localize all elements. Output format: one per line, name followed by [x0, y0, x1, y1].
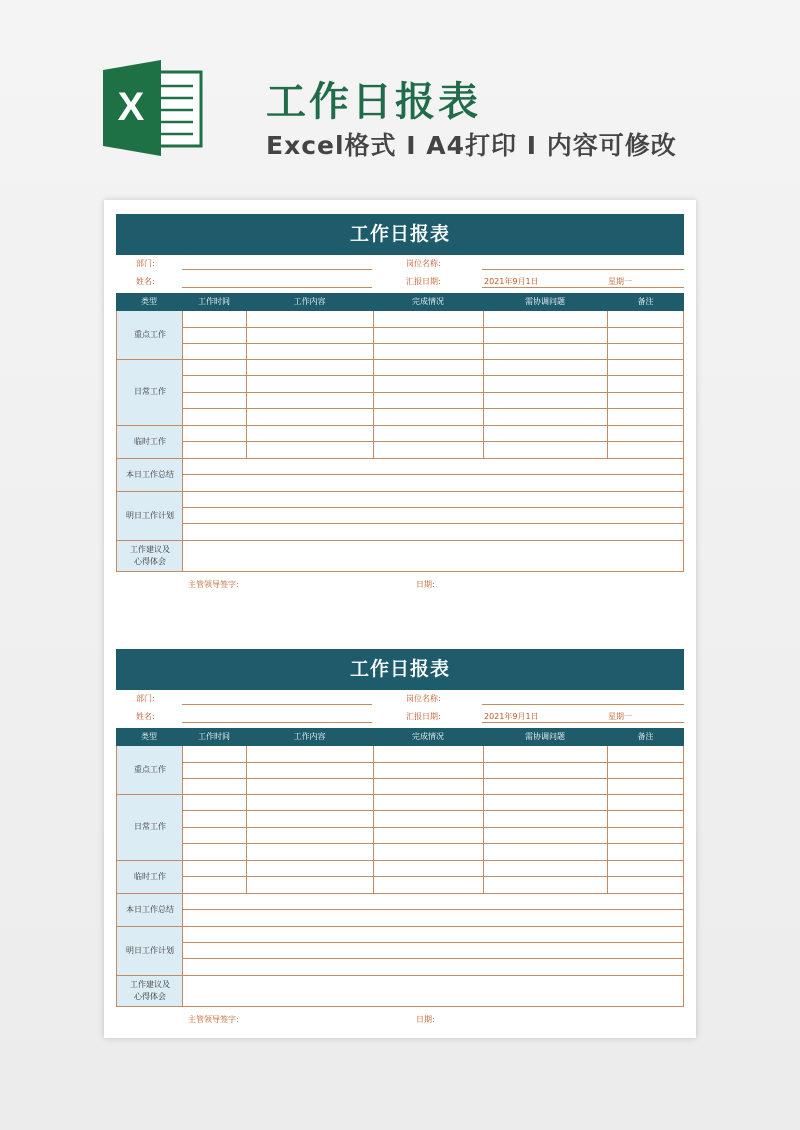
report-form-1 — [116, 214, 684, 589]
col-time: 工作时间 — [198, 732, 230, 741]
col-remarks: 备注 — [637, 297, 654, 306]
report-date-value[interactable]: 2021年9月1日 — [484, 712, 539, 721]
report-date-label: 汇报日期: — [406, 277, 441, 286]
col-type: 类型 — [141, 297, 157, 306]
col-issues: 需协调问题 — [525, 732, 565, 741]
category-today-summary: 本日工作总结 — [117, 893, 183, 926]
report-form-2 — [116, 649, 684, 1024]
supervisor-sign-label: 主管领导签字: — [188, 1015, 239, 1024]
col-content: 工作内容 — [293, 732, 326, 741]
excel-icon — [103, 60, 203, 156]
info-section — [116, 255, 684, 293]
col-time: 工作时间 — [198, 297, 230, 306]
category-suggestions: 工作建议及心得体会 — [117, 540, 183, 571]
logo-letter: X — [117, 85, 145, 129]
report-date-value[interactable]: 2021年9月1日 — [484, 277, 539, 286]
table-body[interactable] — [116, 311, 684, 572]
report-table — [116, 293, 684, 596]
paper-sheet — [104, 200, 696, 1038]
category-tomorrow-plan: 明日工作计划 — [117, 926, 183, 975]
info-section — [116, 690, 684, 728]
report-date-field — [482, 722, 684, 723]
dept-field[interactable] — [182, 704, 372, 705]
dept-label: 部门: — [136, 694, 155, 703]
table-body[interactable] — [116, 746, 684, 1007]
table-header — [116, 293, 684, 311]
form-banner: 工作日报表 — [116, 214, 684, 255]
dept-label: 部门: — [136, 259, 155, 268]
category-temp-work: 临时工作 — [117, 860, 183, 893]
position-field[interactable] — [482, 704, 684, 705]
col-content: 工作内容 — [293, 297, 326, 306]
name-label: 姓名: — [136, 277, 155, 286]
supervisor-sign-label: 主管领导签字: — [188, 580, 239, 589]
category-key-work: 重点工作 — [117, 311, 183, 359]
weekday-value[interactable]: 星期一 — [608, 712, 632, 721]
category-suggestions: 工作建议及心得体会 — [117, 975, 183, 1006]
page-subtitle: Excel格式 I A4打印 I 内容可修改 — [266, 131, 677, 160]
col-status: 完成情况 — [412, 732, 444, 741]
category-tomorrow-plan: 明日工作计划 — [117, 491, 183, 540]
category-today-summary: 本日工作总结 — [117, 458, 183, 491]
category-daily-work: 日常工作 — [117, 794, 183, 860]
form-banner: 工作日报表 — [116, 649, 684, 690]
sign-date-label: 日期: — [416, 580, 435, 589]
table-header — [116, 728, 684, 746]
report-table — [116, 728, 684, 1031]
position-field[interactable] — [482, 269, 684, 270]
category-temp-work: 临时工作 — [117, 425, 183, 458]
sign-date-label: 日期: — [416, 1015, 435, 1024]
col-status: 完成情况 — [412, 297, 444, 306]
col-issues: 需协调问题 — [525, 297, 565, 306]
dept-field[interactable] — [182, 269, 372, 270]
report-date-field — [482, 287, 684, 288]
col-remarks: 备注 — [637, 732, 654, 741]
name-field[interactable] — [182, 722, 372, 723]
position-label: 岗位名称: — [406, 694, 441, 703]
weekday-value[interactable]: 星期一 — [608, 277, 632, 286]
category-daily-work: 日常工作 — [117, 359, 183, 425]
category-key-work: 重点工作 — [117, 746, 183, 794]
name-label: 姓名: — [136, 712, 155, 721]
page-title: 工作日报表 — [266, 79, 481, 125]
col-type: 类型 — [141, 732, 157, 741]
position-label: 岗位名称: — [406, 259, 441, 268]
name-field[interactable] — [182, 287, 372, 288]
report-date-label: 汇报日期: — [406, 712, 441, 721]
